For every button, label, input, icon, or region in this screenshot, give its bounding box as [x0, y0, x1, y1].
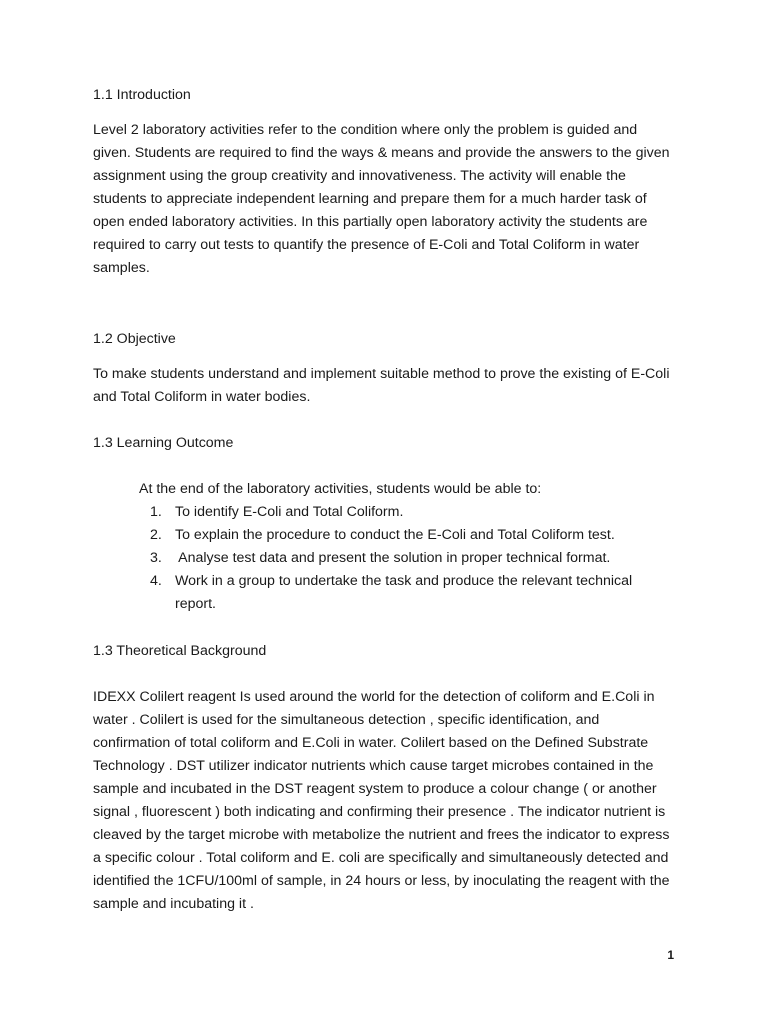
list-item-number: 1.: [150, 504, 162, 520]
theory-line: IDEXX Colilert reagent Is used around the world for the detection of coliform and E.Coli in: [93, 689, 655, 705]
list-item: [150, 570, 650, 616]
theory-line: water . Colilert is used for the simultaneous detection , specific identification, and: [93, 712, 600, 728]
intro-line: students to appreciate independent learning and prepare them for a much harder task of: [93, 191, 647, 207]
list-item-number: 4.: [150, 573, 162, 589]
theory-line: a specific colour . Total coliform and E. coli are specifically and simultaneously detected and: [93, 850, 669, 866]
list-item-number: 3.: [150, 550, 162, 566]
theory-line: signal , fluorescent ) both indicating and confirming their presence . The indicator nutrient is: [93, 804, 666, 820]
list-item: [150, 547, 650, 570]
list-item-text: To identify E-Coli and Total Coliform.: [175, 504, 404, 520]
objective-line: To make students understand and implement suitable method to prove the existing of E-Coli: [93, 366, 670, 382]
list-item: [150, 524, 650, 547]
intro-line: given. Students are required to find the ways & means and provide the answers to the given: [93, 145, 670, 161]
objective-line: and Total Coliform in water bodies.: [93, 389, 311, 405]
learning-outcome-heading: 1.3 Learning Outcome: [93, 435, 234, 451]
intro-line: Level 2 laboratory activities refer to the condition where only the problem is guided and: [93, 122, 638, 138]
list-item-number: 2.: [150, 527, 162, 543]
page-number: 1: [667, 948, 674, 962]
theory-line: identified the 1CFU/100ml of sample, in 24 hours or less, by inoculating the reagent with the: [93, 873, 670, 889]
list-item-text-continued: report.: [175, 596, 217, 612]
theory-line: sample and incubating it .: [93, 896, 254, 912]
intro-line: samples.: [93, 260, 150, 276]
theory-heading: 1.3 Theoretical Background: [93, 643, 267, 659]
intro-line: required to carry out tests to quantify the presence of E-Coli and Total Coliform in water: [93, 237, 640, 253]
intro-line: assignment using the group creativity and innovativeness. The activity will enable the: [93, 168, 626, 184]
theory-line: sample and incubated in the DST reagent system to produce a colour change ( or another: [93, 781, 657, 797]
list-item: [150, 501, 650, 524]
learning-outcome-intro: At the end of the laboratory activities, students would be able to:: [139, 481, 542, 497]
theory-line: cleaved by the target microbe with metabolize the nutrient and frees the indicator to express: [93, 827, 670, 843]
objective-heading: 1.2 Objective: [93, 331, 176, 347]
theory-line: confirmation of total coliform and E.Coli in water. Colilert based on the Defined Substrate: [93, 735, 649, 751]
intro-line: open ended laboratory activities. In this partially open laboratory activity the students are: [93, 214, 648, 230]
list-item-text: Analyse test data and present the solution in proper technical format.: [175, 550, 611, 566]
intro-heading: 1.1 Introduction: [93, 87, 191, 103]
list-item-text: Work in a group to undertake the task and produce the relevant technical: [175, 573, 633, 589]
list-item-text: To explain the procedure to conduct the E-Coli and Total Coliform test.: [175, 527, 615, 543]
theory-line: Technology . DST utilizer indicator nutrients which cause target microbes contained in the: [93, 758, 654, 774]
